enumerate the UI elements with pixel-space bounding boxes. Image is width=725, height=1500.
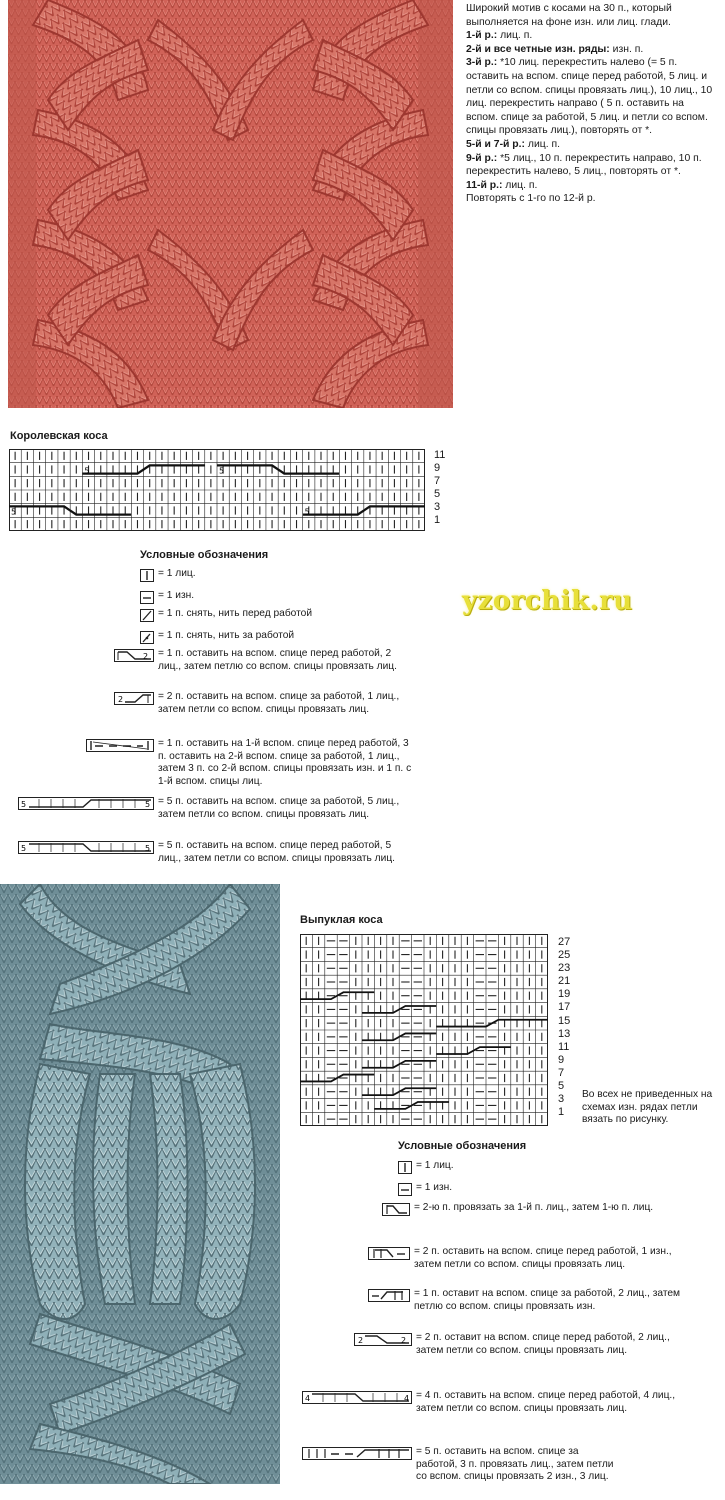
description-row-2: 2-й и все четные изн. ряды: изн. п. [466, 43, 644, 55]
chart1-cable-label: 5 [11, 507, 17, 517]
chart1-row-number: 9 [434, 462, 441, 474]
cable-5-5-front-symbol-icon [18, 841, 154, 854]
svg-text:2: 2 [358, 1336, 364, 1345]
chart1-grid [9, 449, 425, 531]
description-row-1: 1-й р.: лиц. п. [466, 30, 533, 42]
chart2-row-number: 21 [558, 975, 571, 988]
cable-1-2-purl-symbol-icon [368, 1289, 410, 1302]
chart1-row-number: 3 [434, 501, 441, 513]
chart1-row-number: 5 [434, 488, 441, 500]
chart1-title: Королевская коса [10, 430, 108, 442]
chart1-cable-label: 5 [84, 466, 90, 476]
chart2-row-number: 7 [558, 1066, 565, 1079]
chart1-row-number: 7 [434, 475, 441, 487]
chart1-row-number: 11 [434, 449, 446, 461]
svg-text:4: 4 [305, 1394, 311, 1403]
chart2-row-number: 17 [558, 1001, 571, 1014]
svg-text:5: 5 [21, 800, 27, 809]
chart1-row-numbers [434, 449, 454, 527]
svg-text:4: 4 [404, 1394, 410, 1403]
purl-symbol-icon [140, 591, 154, 604]
site-watermark: yzorchik.ru [462, 586, 633, 616]
svg-text:2: 2 [143, 652, 149, 661]
cable-5-5-back-symbol-icon [18, 797, 154, 810]
chart2-row-number: 3 [558, 1093, 565, 1106]
description-row-5-7: 5-й и 7-й р.: лиц. п. [466, 138, 560, 150]
chart2-row-numbers [558, 936, 580, 1119]
legend1-title: Условные обозначения [140, 549, 269, 561]
chart2-row-number: 5 [558, 1080, 565, 1093]
legend2-title: Условные обозначения [398, 1140, 527, 1152]
chart1-svg [9, 449, 425, 531]
chart2-title: Выпуклая коса [300, 914, 383, 926]
chart1-cable-label: 5 [304, 507, 310, 517]
cable-2-1-back-symbol-icon [114, 692, 154, 705]
cable-4-4-front-symbol-icon [302, 1391, 412, 1404]
chart2-row-number: 9 [558, 1053, 565, 1066]
knit-symbol-icon [140, 569, 154, 582]
description-row-3: 3-й р.: *10 лиц. перекрестить налево (= 5 п. оставить на вспом. спице перед работой, 5 лиц. и петли со вспом. спицы провязать лиц.), 10 лиц., 10 лиц. перекрестить направо ( 5 п. оставить на вспом. спице за работой, 5 лиц. и петли со вспом. спицы провязать лиц.), повторять от *. [466, 57, 713, 137]
purl-symbol-icon [398, 1183, 412, 1196]
chart2-grid [300, 934, 548, 1126]
cable-5-3-2-symbol-icon [302, 1447, 412, 1460]
chart2-svg [300, 934, 548, 1126]
chart2-row-number: 25 [558, 949, 571, 962]
chart1-cable-label: 5 [219, 466, 225, 476]
chart2-row-number: 27 [558, 936, 571, 948]
knit-symbol-icon [398, 1161, 412, 1174]
chart2-row-number: 13 [558, 1027, 571, 1040]
chart2-row-number: 1 [558, 1106, 565, 1119]
svg-text:2: 2 [118, 695, 124, 704]
cable-1-3-1-symbol-icon [86, 739, 154, 752]
slip-front-symbol-icon [140, 609, 154, 622]
cable-2-2-front-symbol-icon [354, 1333, 412, 1346]
red-cable-photo [8, 0, 453, 408]
pattern-description [466, 2, 718, 206]
chart2-row-number: 19 [558, 988, 571, 1001]
chart2-row-number: 15 [558, 1014, 571, 1027]
description-intro: Широкий мотив с косами на 30 п., который выполняется на фоне изн. или лиц. глади. [466, 3, 672, 28]
slip-back-symbol-icon [140, 631, 154, 644]
side-note: Во всех не приведенных на схемах изн. рядах петли вязать по рисунку. [582, 1089, 713, 1126]
chart2-row-number: 11 [558, 1040, 570, 1053]
description-row-11: 11-й р.: лиц. п. [466, 179, 538, 191]
twist-symbol-icon [382, 1203, 410, 1216]
description-repeat: Повторять с 1-го по 12-й р. [466, 193, 596, 205]
chart1-row-number: 1 [434, 514, 441, 526]
cable-2-1-purl-symbol-icon [368, 1247, 410, 1260]
blue-cable-photo [0, 884, 280, 1484]
svg-text:2: 2 [401, 1336, 407, 1345]
svg-text:5: 5 [145, 844, 151, 853]
cable-1-2-front-symbol-icon [114, 649, 154, 662]
chart2-row-number: 23 [558, 962, 571, 975]
description-row-9: 9-й р.: *5 лиц., 10 п. перекрестить направо, 10 п. перекрестить налево, 5 лиц., повторять от *. [466, 152, 702, 178]
svg-text:5: 5 [21, 844, 27, 853]
svg-text:5: 5 [145, 800, 151, 809]
